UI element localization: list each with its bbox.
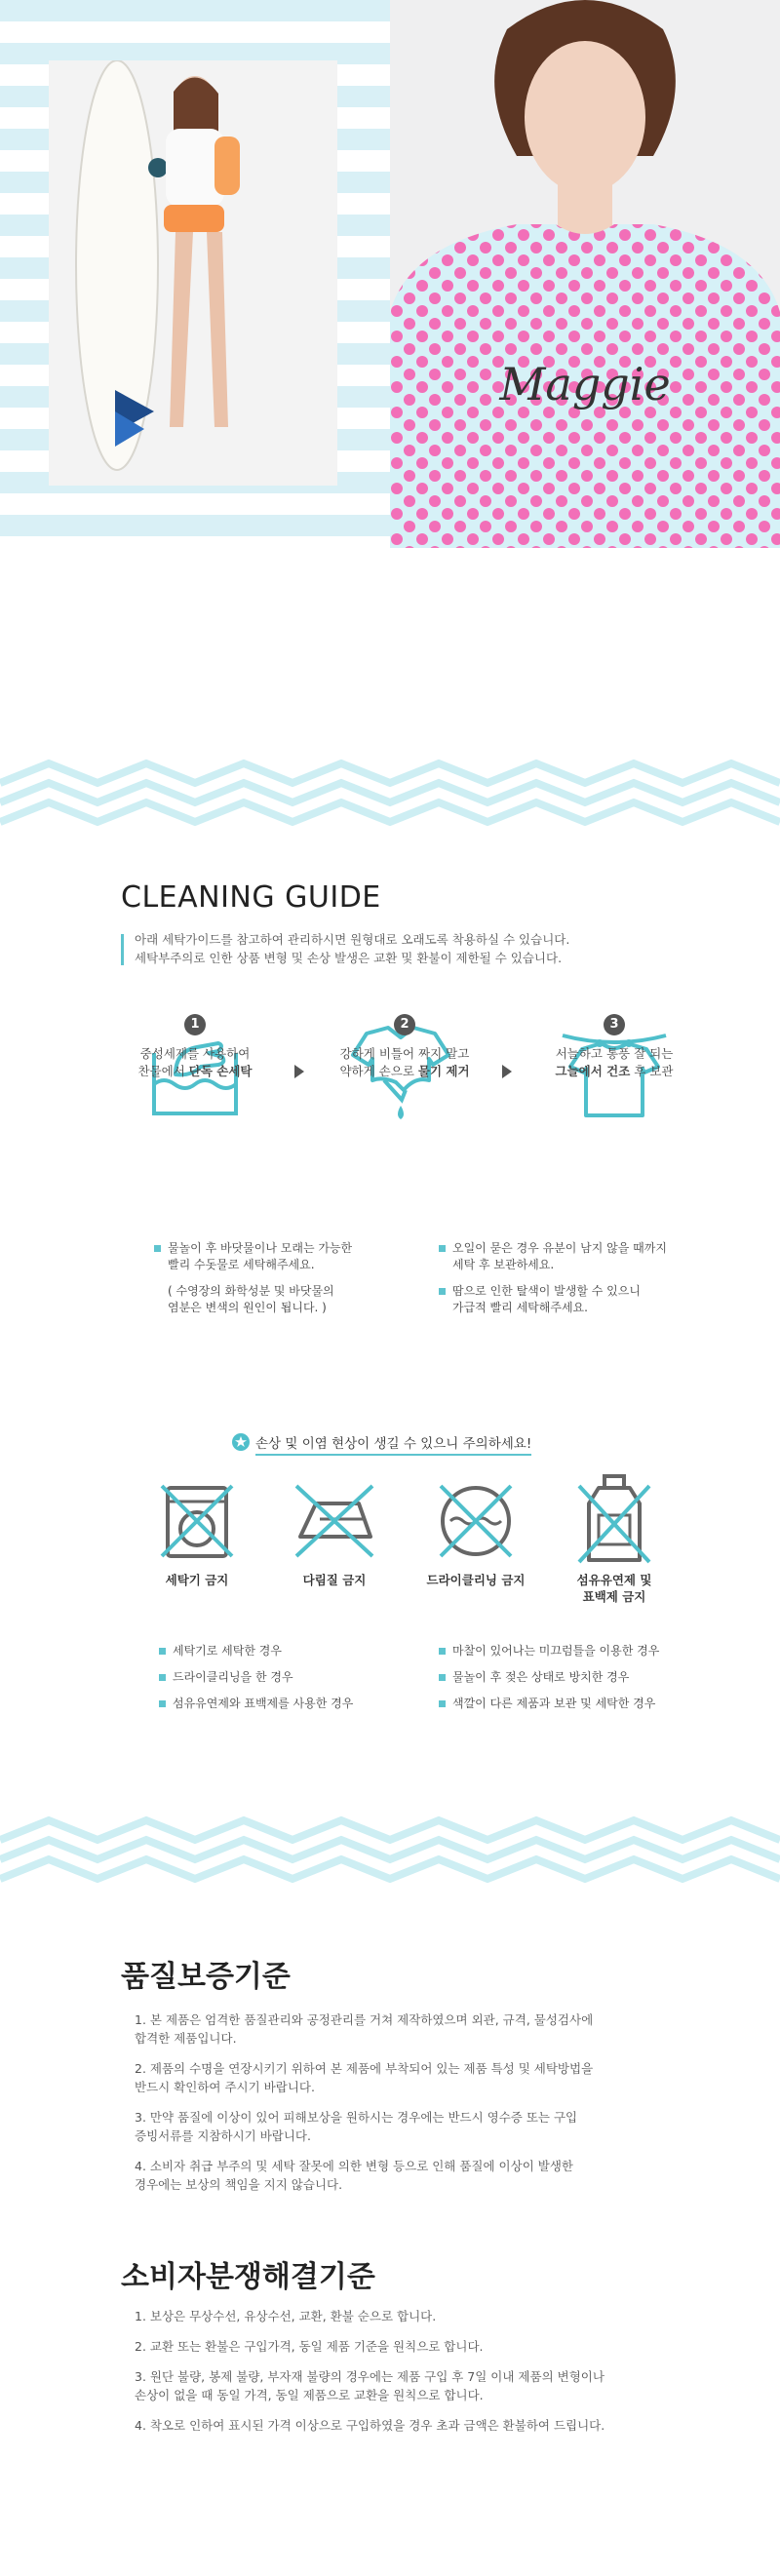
list-item: 마찰이 있어나는 미끄럼틀을 이용한 경우 [439, 1643, 722, 1659]
model-rashguard-illustration [390, 0, 780, 548]
step-text-regular: 약하게 손으로 [339, 1064, 418, 1078]
washing-machine-icon [158, 1482, 236, 1560]
step-text-regular: 후 보관 [630, 1064, 674, 1078]
cleaning-step-3 [517, 1014, 712, 1080]
shirt-text: Maggie [499, 358, 671, 410]
intro-accent-bar [121, 934, 124, 965]
prohibition-label: 드라이클리닝 금지 [426, 1573, 526, 1587]
note-line: 염분은 변색의 원인이 됩니다. ) [168, 1301, 327, 1314]
cleaning-step-2 [307, 1014, 502, 1080]
step-line: 서늘하고 통풍 잘 되는 [555, 1046, 674, 1061]
step-line [307, 1063, 502, 1080]
prohibition-label: 세탁기 금지 [165, 1573, 229, 1587]
note-line: 물놀이 후 바닷물이나 모래는 가능한 [168, 1241, 353, 1255]
list-item: 4. 착오로 인하여 표시된 가격 이상으로 구입하였을 경우 초과 금액은 환불하여 드립니다. [135, 2418, 605, 2433]
warning-list-left [159, 1643, 432, 1722]
list-item [135, 2367, 661, 2404]
consumer-title: 소비자분쟁해결기준 [121, 2260, 375, 2294]
list-item: 섬유유연제와 표백제를 사용한 경우 [159, 1696, 432, 1712]
list-item [135, 2059, 661, 2096]
prohibition-label: 표백제 금지 [582, 1589, 646, 1604]
prohibition-dry-cleaning [412, 1556, 539, 1588]
cleaning-notes-left [154, 1240, 408, 1324]
list-item [154, 1240, 408, 1273]
item-line: 3. 만약 품질에 이상이 있어 피해보상을 원하시는 경우에는 반드시 영수증 또는 구입 [135, 2110, 578, 2125]
dry-cleaning-icon [435, 1482, 517, 1560]
cleaning-guide-title: CLEANING GUIDE [121, 880, 381, 915]
item-line: 반드시 확인하여 주시기 바랍니다. [135, 2080, 315, 2094]
item-line: 3. 원단 불량, 봉제 불량, 부자재 불량의 경우에는 제품 구입 후 7일 이내 제품의 변형이나 [135, 2369, 604, 2384]
cleaning-intro [135, 930, 569, 967]
note-line: 가급적 빨리 세탁해주세요. [452, 1301, 588, 1314]
list-item: 색깔이 다른 제품과 보관 및 세탁한 경우 [439, 1696, 722, 1712]
step-line: 강하게 비틀어 짜지 말고 [339, 1046, 470, 1061]
list-item [135, 2157, 661, 2194]
step-text-regular: 찬물에서 [137, 1064, 189, 1078]
note-line: 땀으로 인한 탈색이 발생할 수 있으니 [452, 1284, 641, 1298]
step-text-bold: 물기 제거 [417, 1064, 470, 1078]
item-line: 합격한 제품입니다. [135, 2031, 237, 2046]
list-item [439, 1240, 692, 1273]
zigzag-divider [0, 1815, 780, 1884]
step-text-bold: 단독 손세탁 [188, 1064, 253, 1078]
zigzag-divider [0, 759, 780, 827]
product-photo-right [390, 0, 780, 548]
prohibition-softener [551, 1556, 678, 1605]
item-line: 손상이 없을 때 동일 가격, 동일 제품으로 교환을 원칙으로 합니다. [135, 2388, 484, 2402]
fabric-softener-icon [575, 1472, 653, 1566]
intro-line: 아래 세탁가이드를 참고하여 관리하시면 원형대로 오래도록 착용하실 수 있습니다. [135, 932, 570, 947]
product-photo-left [0, 0, 390, 548]
list-item [439, 1283, 692, 1316]
list-item: 2. 교환 또는 환불은 구입가격, 동일 제품 기준을 원칙으로 합니다. [135, 2339, 484, 2354]
item-line: 4. 소비자 취급 부주의 및 세탁 잘못에 의한 변형 등으로 인해 품질에 이상이 발생한 [135, 2159, 573, 2173]
note-sub [154, 1283, 408, 1316]
list-item: 1. 보상은 무상수선, 유상수선, 교환, 환불 순으로 합니다. [135, 2309, 437, 2323]
list-item [135, 2010, 661, 2048]
step-text-bold: 그늘에서 건조 [555, 1064, 631, 1078]
arrow-right-icon [292, 1065, 304, 1078]
quality-title: 품질보증기준 [121, 1960, 291, 1994]
step-number: 3 [604, 1014, 625, 1035]
item-line: 2. 제품의 수명을 연장시키기 위하여 본 제품에 부착되어 있는 제품 특성 및 세탁방법을 [135, 2061, 594, 2076]
step-line [517, 1063, 712, 1080]
note-line: ( 수영장의 화학성분 및 바닷물의 [168, 1284, 334, 1298]
prohibition-label: 섬유유연제 및 [576, 1573, 652, 1587]
note-line: 오일이 묻은 경우 유분이 남지 않을 때까지 [452, 1241, 667, 1255]
list-item: 드라이클리닝을 한 경우 [159, 1669, 432, 1686]
step-line: 중성세제를 사용하여 [139, 1046, 251, 1061]
warning-star-icon [232, 1433, 250, 1451]
list-item: 세탁기로 세탁한 경우 [159, 1643, 432, 1659]
note-line: 빨리 수돗물로 세탁해주세요. [168, 1258, 315, 1271]
prohibition-iron [271, 1556, 398, 1588]
model-surfboard-illustration [49, 60, 337, 486]
warning-list-right [439, 1643, 722, 1722]
item-line: 경우에는 보상의 책임을 지지 않습니다. [135, 2177, 343, 2192]
note-line: 세탁 후 보관하세요. [452, 1258, 555, 1271]
step-number: 1 [184, 1014, 206, 1035]
prohibition-washing-machine [134, 1556, 260, 1588]
prohibition-label: 다림질 금지 [302, 1573, 367, 1587]
list-item [135, 2108, 661, 2145]
list-item: 물놀이 후 젖은 상태로 방치한 경우 [439, 1669, 722, 1686]
step-line [98, 1063, 292, 1080]
cleaning-step-1 [98, 1014, 292, 1080]
item-line: 증빙서류를 지참하시기 바랍니다. [135, 2128, 311, 2143]
consumer-list [135, 2307, 661, 2446]
intro-line: 세탁부주의로 인한 상품 변형 및 손상 발생은 교환 및 환불이 제한될 수 있습니다. [135, 951, 563, 965]
step-number: 2 [394, 1014, 415, 1035]
iron-icon [291, 1482, 378, 1560]
warning-text: 손상 및 이염 현상이 생길 수 있으니 주의하세요! [255, 1432, 531, 1456]
quality-list [135, 2010, 661, 2205]
item-line: 1. 본 제품은 엄격한 품질관리와 공정관리를 거쳐 제작하였으며 외관, 규격, 물성검사에 [135, 2012, 594, 2027]
photo-background [49, 60, 337, 486]
cleaning-notes-right [439, 1240, 692, 1326]
